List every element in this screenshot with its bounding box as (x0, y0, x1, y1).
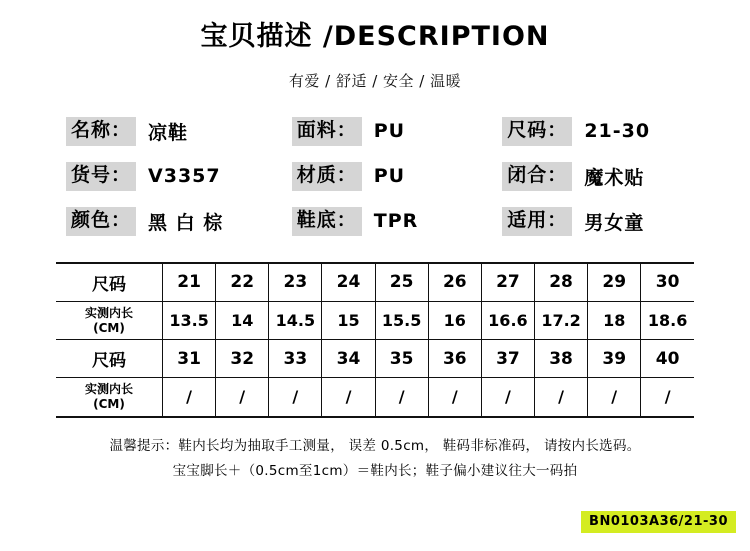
spec-label: 鞋底： (292, 207, 362, 236)
spec-label: 适用： (502, 207, 572, 236)
cell-length: 13.5 (163, 302, 216, 340)
cell-length: 14 (216, 302, 269, 340)
cell-size: 34 (322, 340, 375, 378)
cell-size: 25 (375, 264, 428, 302)
spec-item-article-no (66, 162, 292, 191)
row-header-line1: 实测内长 (84, 305, 133, 320)
cell-length: 16.6 (481, 302, 534, 340)
cell-length: / (534, 378, 587, 416)
spec-item-color (66, 207, 292, 236)
cell-size: 26 (428, 264, 481, 302)
notes-line-2: 宝宝脚长＋（0.5cm至1cm）＝鞋内长；鞋子偏小建议往大一码拍 (172, 463, 578, 480)
cell-length: / (163, 378, 216, 416)
cell-size: 22 (216, 264, 269, 302)
cell-length: / (375, 378, 428, 416)
description-page (0, 14, 750, 551)
cell-size: 21 (163, 264, 216, 302)
cell-length: 18.6 (641, 302, 694, 340)
spec-value: PU (373, 165, 406, 188)
cell-length: 16 (428, 302, 481, 340)
cell-size: 28 (534, 264, 587, 302)
table-row (56, 378, 694, 416)
cell-size: 36 (428, 340, 481, 378)
cell-length: 15 (322, 302, 375, 340)
spec-label: 闭合： (502, 162, 572, 191)
spec-value: 21-30 (584, 120, 651, 143)
spec-row (66, 162, 692, 191)
spec-value: 凉鞋 (148, 121, 189, 144)
table-row (56, 264, 694, 302)
cell-length: / (481, 378, 534, 416)
spec-label: 名称： (66, 117, 136, 146)
spec-item-closure (502, 162, 692, 191)
cell-length: 17.2 (534, 302, 587, 340)
cell-length: / (269, 378, 322, 416)
cell-length: 18 (588, 302, 641, 340)
cell-size: 31 (163, 340, 216, 378)
cell-size: 38 (534, 340, 587, 378)
notes-line-1: 温馨提示：鞋内长均为抽取手工测量， 误差 0.5cm， 鞋码非标准码， 请按内长选码。 (109, 437, 641, 454)
spec-label: 尺码： (502, 117, 572, 146)
cell-length: / (588, 378, 641, 416)
spec-value: 魔术贴 (584, 166, 645, 189)
page-subtitle: 有爱 / 舒适 / 安全 / 温暖 (288, 72, 462, 90)
row-header-length-small (56, 302, 163, 340)
spec-item-fabric (292, 117, 503, 146)
cell-length: / (428, 378, 481, 416)
spec-value: TPR (373, 210, 419, 233)
spec-item-name (66, 117, 292, 146)
cell-size: 24 (322, 264, 375, 302)
product-code-badge: BN0103A36/21-30 (581, 511, 736, 533)
row-header-length-large (56, 378, 163, 416)
spec-label: 面料： (292, 117, 362, 146)
row-header-line1: 实测内长 (84, 381, 133, 396)
spec-label: 货号： (66, 162, 136, 191)
cell-size: 27 (481, 264, 534, 302)
cell-length: / (664, 387, 671, 407)
cell-size: 37 (481, 340, 534, 378)
table-row (56, 302, 694, 340)
spec-item-size-range (502, 117, 692, 146)
cell-size: 23 (269, 264, 322, 302)
spec-item-material (292, 162, 503, 191)
row-header-line2: (CM) (93, 396, 125, 411)
table-row (56, 340, 694, 378)
spec-value: V3357 (148, 165, 221, 188)
cell-size: 32 (216, 340, 269, 378)
cell-length: 15.5 (375, 302, 428, 340)
cell-size: 35 (375, 340, 428, 378)
spec-block (0, 117, 750, 236)
cell-size: 40 (641, 340, 694, 378)
row-header-line2: (CM) (93, 320, 125, 335)
spec-label: 材质： (292, 162, 362, 191)
notes (0, 434, 750, 485)
spec-value: 黑 白 棕 (148, 211, 224, 234)
spec-value: PU (373, 120, 406, 143)
cell-length: / (216, 378, 269, 416)
cell-size: 33 (269, 340, 322, 378)
row-header-size-large: 尺码 (56, 340, 163, 378)
spec-row (66, 117, 692, 146)
spec-value: 男女童 (584, 211, 645, 234)
page-title: 宝贝描述 /DESCRIPTION (200, 21, 550, 52)
spec-label: 颜色： (66, 207, 136, 236)
cell-length: 14.5 (269, 302, 322, 340)
spec-item-sole (292, 207, 503, 236)
row-header-size-small: 尺码 (56, 264, 163, 302)
cell-length: / (322, 378, 375, 416)
cell-size: 30 (641, 264, 694, 302)
cell-size: 39 (588, 340, 641, 378)
size-table (56, 262, 694, 418)
spec-item-suitable (502, 207, 692, 236)
cell-size: 29 (588, 264, 641, 302)
spec-row (66, 207, 692, 236)
